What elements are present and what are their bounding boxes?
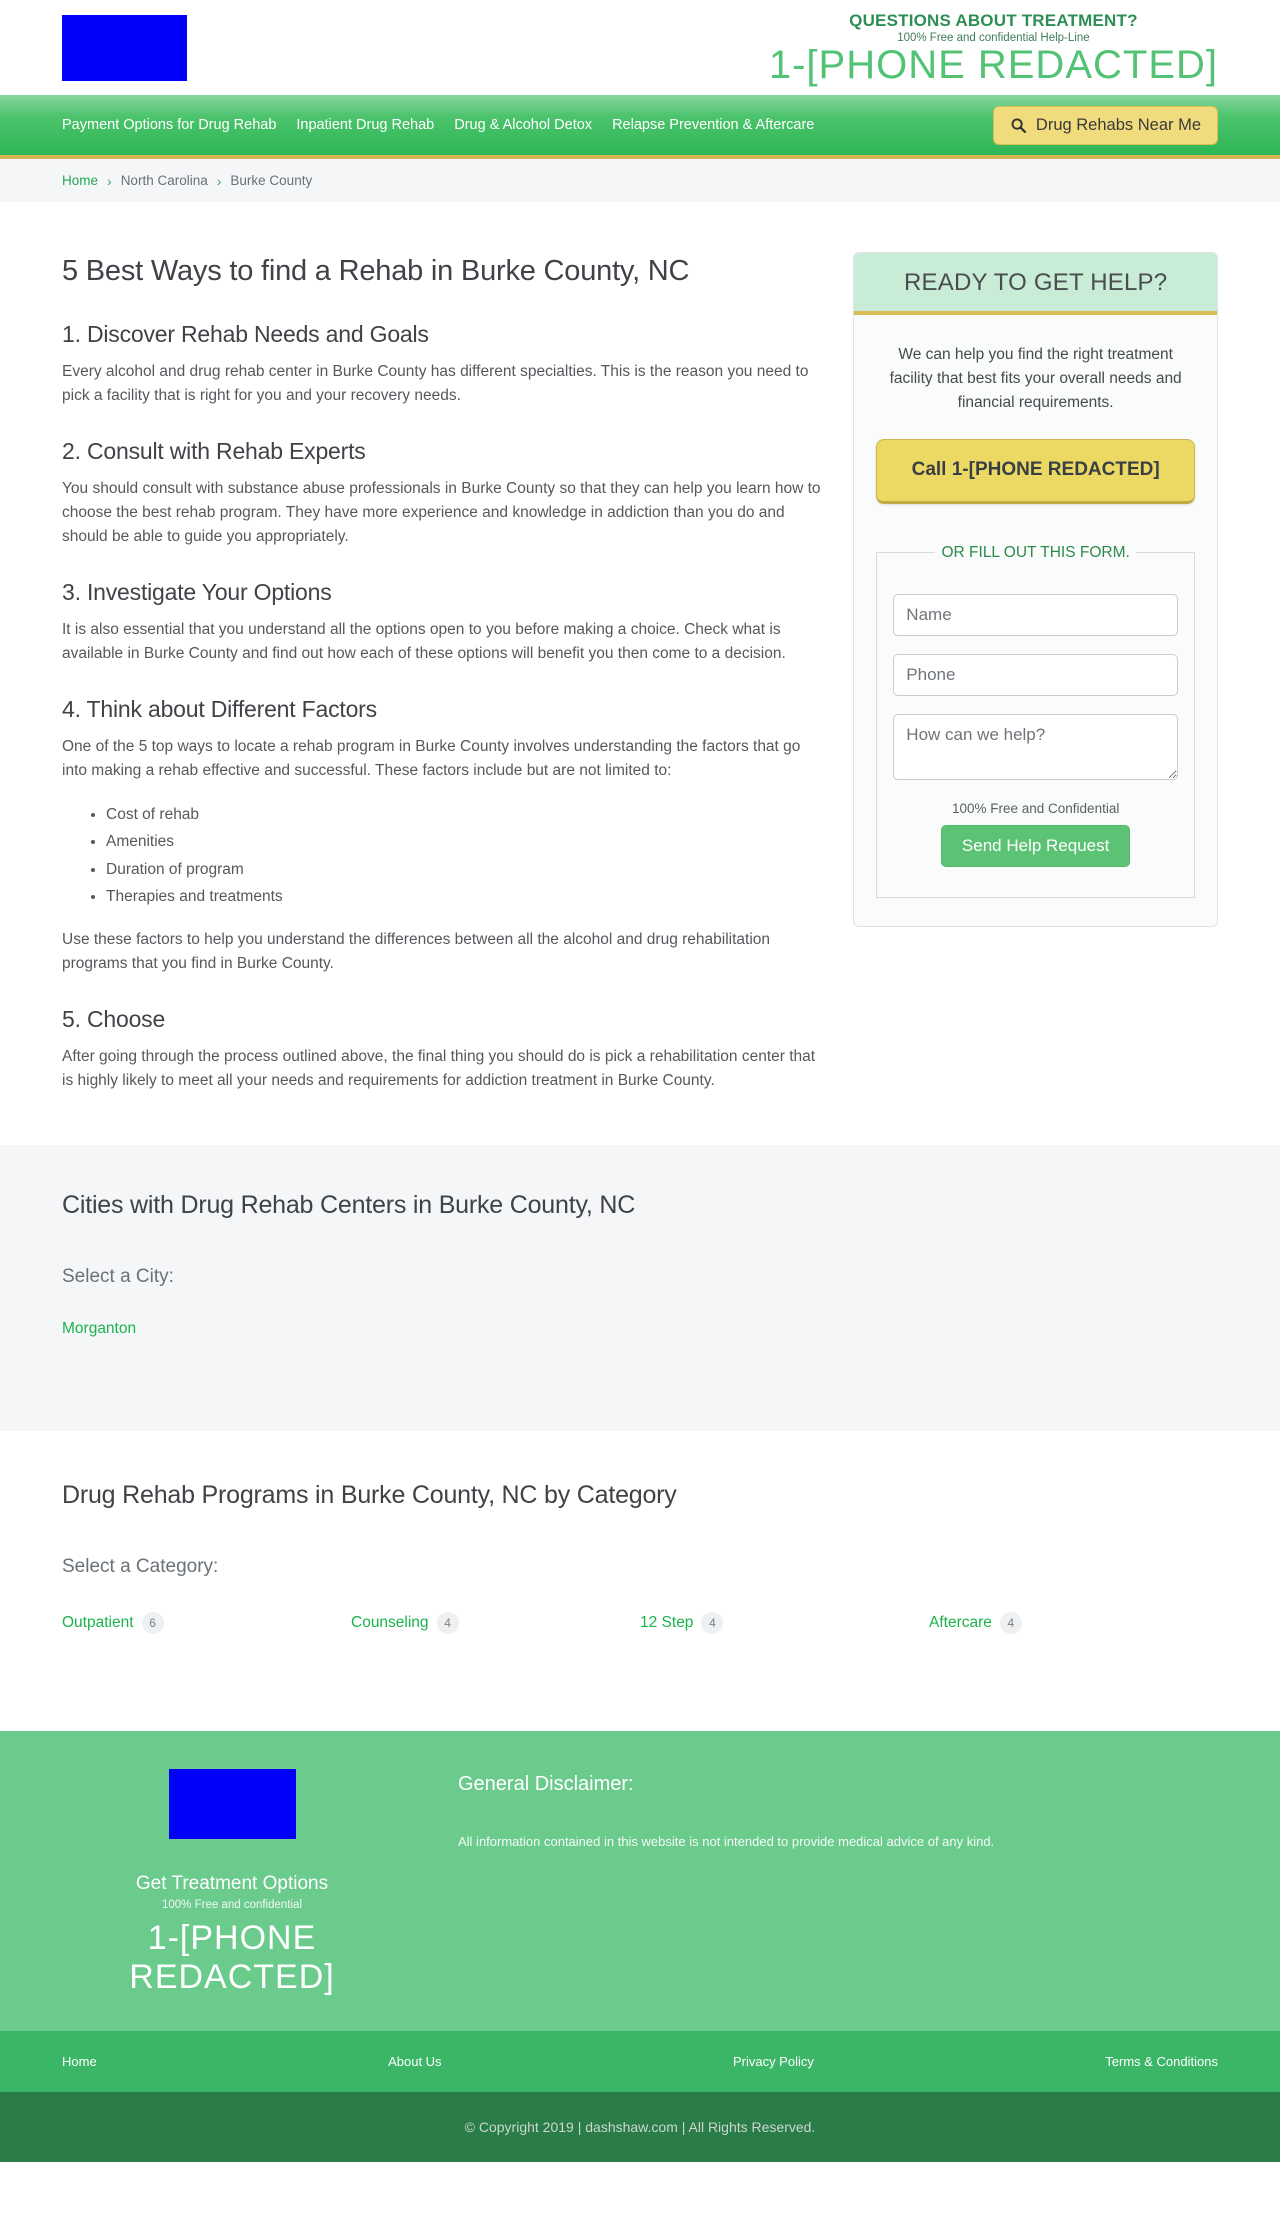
- section-3-paragraph: It is also essential that you understand all the options open to you before making a choice. Check what is available in Burke County and find out how each of these options will benefit you then come to a decision.: [62, 621, 786, 663]
- message-field[interactable]: [893, 714, 1178, 780]
- nav-item-payment-options[interactable]: Payment Options for Drug Rehab: [62, 117, 277, 133]
- footer-bottom-bar: [0, 2092, 1280, 2162]
- category-count-badge: 6: [142, 1612, 164, 1634]
- category-link-aftercare[interactable]: Aftercare: [929, 1613, 992, 1631]
- nav-item-inpatient[interactable]: Inpatient Drug Rehab: [296, 117, 435, 133]
- category-link-outpatient[interactable]: Outpatient: [62, 1613, 134, 1631]
- sidebar: [853, 230, 1218, 1105]
- help-card: [853, 252, 1218, 927]
- header-contact-block: [769, 9, 1218, 86]
- footer-disclaimer-title: General Disclaimer:: [458, 1772, 634, 1795]
- section-4-paragraph-after: Use these factors to help you understand the differences between all the alcohol and drug rehabilitation programs that you find in Burke County.: [62, 930, 771, 972]
- category-item-outpatient: [62, 1612, 351, 1634]
- nav-item-detox[interactable]: Drug & Alcohol Detox: [454, 117, 593, 133]
- category-item-12-step: [640, 1612, 929, 1634]
- category-count-badge: 4: [1000, 1612, 1022, 1634]
- breadcrumb: [62, 159, 1218, 202]
- list-item: • Amenities: [106, 828, 821, 855]
- help-card-text: We can help you find the right treatment facility that best fits your overall needs and financial requirements.: [889, 346, 1182, 412]
- select-city-label: Select a City:: [62, 1265, 174, 1287]
- site-logo[interactable]: [62, 15, 187, 81]
- category-count-badge: 4: [701, 1612, 723, 1634]
- footer-phone-number[interactable]: 1-[PHONE REDACTED]: [129, 1918, 335, 1996]
- nav-links: [62, 117, 814, 133]
- footer-contact-block: [62, 1757, 402, 1997]
- nav-item-relapse-prevention[interactable]: Relapse Prevention & Aftercare: [612, 117, 815, 133]
- footer-link-terms-conditions[interactable]: Terms & Conditions: [1105, 2054, 1218, 2070]
- form-confidential-note: 100% Free and Confidential: [951, 800, 1120, 816]
- footer-main: [0, 1731, 1280, 2031]
- send-help-request-button[interactable]: Send Help Request: [941, 825, 1130, 867]
- breadcrumb-burke-county: Burke County: [230, 173, 313, 188]
- page-title: 5 Best Ways to find a Rehab in Burke County, NC: [62, 255, 690, 287]
- footer-link-privacy-policy[interactable]: Privacy Policy: [732, 2054, 814, 2070]
- list-item: • Duration of program: [106, 856, 821, 883]
- list-item: • Cost of rehab: [106, 801, 821, 828]
- section-5-heading: 5. Choose: [62, 1005, 166, 1032]
- chevron-separator-icon: ›: [107, 172, 112, 189]
- header-phone-number[interactable]: 1-[PHONE REDACTED]: [768, 43, 1218, 87]
- cities-heading: Cities with Drug Rehab Centers in Burke County, NC: [62, 1190, 636, 1219]
- site-header: [0, 0, 1280, 95]
- copyright-text: © Copyright 2019 | dashshaw.com | All Rights Reserved.: [464, 2119, 816, 2136]
- chevron-separator-icon: ›: [216, 172, 222, 189]
- search-rehabs-button[interactable]: [993, 106, 1218, 145]
- footer: [0, 1731, 1280, 2162]
- call-phone-button[interactable]: Call 1-[PHONE REDACTED]: [876, 439, 1195, 504]
- categories-section: [0, 1431, 1280, 1731]
- list-item: • Therapies and treatments: [106, 883, 821, 910]
- category-item-counseling: [351, 1612, 640, 1634]
- phone-field[interactable]: [893, 654, 1178, 696]
- section-1-heading: 1. Discover Rehab Needs and Goals: [62, 321, 429, 348]
- categories-heading: Drug Rehab Programs in Burke County, NC by Category: [62, 1480, 677, 1509]
- cities-section: [0, 1145, 1280, 1431]
- category-grid: [62, 1612, 1218, 1634]
- name-field[interactable]: [893, 594, 1178, 636]
- help-form: [876, 544, 1195, 898]
- header-helpline-text: 100% Free and confidential Help-Line: [897, 32, 1090, 44]
- category-link-12-step[interactable]: 12 Step: [640, 1613, 694, 1631]
- section-5-paragraph: After going through the process outlined above, the final thing you should do is pick a rehabilitation center that is highly likely to meet all your needs and requirements for addiction treatment in Burke County.: [62, 1047, 816, 1089]
- main-nav: [0, 95, 1280, 159]
- help-card-title: READY TO GET HELP?: [854, 253, 1217, 315]
- footer-link-home[interactable]: Home: [62, 2054, 97, 2070]
- footer-free-confidential-text: 100% Free and confidential: [161, 1898, 302, 1911]
- help-form-legend: OR FILL OUT THIS FORM.: [941, 543, 1130, 561]
- section-2-paragraph: You should consult with substance abuse professionals in Burke County so that they can help you learn how to choose the best rehab program. They have more experience and knowledge in addiction than you do and should be able to guide you appropriately.: [62, 480, 821, 546]
- footer-disclaimer-text: All information contained in this website is not intended to provide medical advice of any kind.: [458, 1833, 995, 1849]
- breadcrumb-bar: [0, 159, 1280, 202]
- select-category-label: Select a Category:: [62, 1555, 219, 1577]
- section-1-paragraph: Every alcohol and drug rehab center in Burke County has different specialties. This is the reason you need to pick a facility that is right for you and your recovery needs.: [62, 363, 809, 405]
- breadcrumb-home[interactable]: Home: [62, 173, 99, 188]
- breadcrumb-north-carolina[interactable]: North Carolina: [120, 173, 208, 188]
- category-count-badge: 4: [437, 1612, 459, 1634]
- footer-logo[interactable]: [169, 1769, 296, 1839]
- footer-get-treatment-text: Get Treatment Options: [135, 1872, 329, 1894]
- section-3-heading: 3. Investigate Your Options: [62, 579, 332, 606]
- header-questions-text: QUESTIONS ABOUT TREATMENT?: [849, 11, 1138, 30]
- city-link-morganton[interactable]: Morganton: [62, 1319, 137, 1337]
- article: [62, 230, 821, 1105]
- footer-links-bar: [0, 2031, 1280, 2092]
- section-2-heading: 2. Consult with Rehab Experts: [62, 438, 366, 465]
- search-button-label: Drug Rehabs Near Me: [1035, 115, 1201, 134]
- footer-link-about-us[interactable]: About Us: [388, 2054, 442, 2070]
- factors-list: [106, 801, 821, 910]
- search-icon: [1010, 117, 1027, 134]
- footer-disclaimer-block: [458, 1757, 1218, 1997]
- category-link-counseling[interactable]: Counseling: [351, 1613, 429, 1631]
- section-4-paragraph: One of the 5 top ways to locate a rehab program in Burke County involves understanding the factors that go into making a rehab effective and successful. These factors include but are not limited to:: [62, 738, 801, 780]
- section-4-heading: 4. Think about Different Factors: [62, 696, 377, 723]
- category-item-aftercare: [929, 1612, 1218, 1634]
